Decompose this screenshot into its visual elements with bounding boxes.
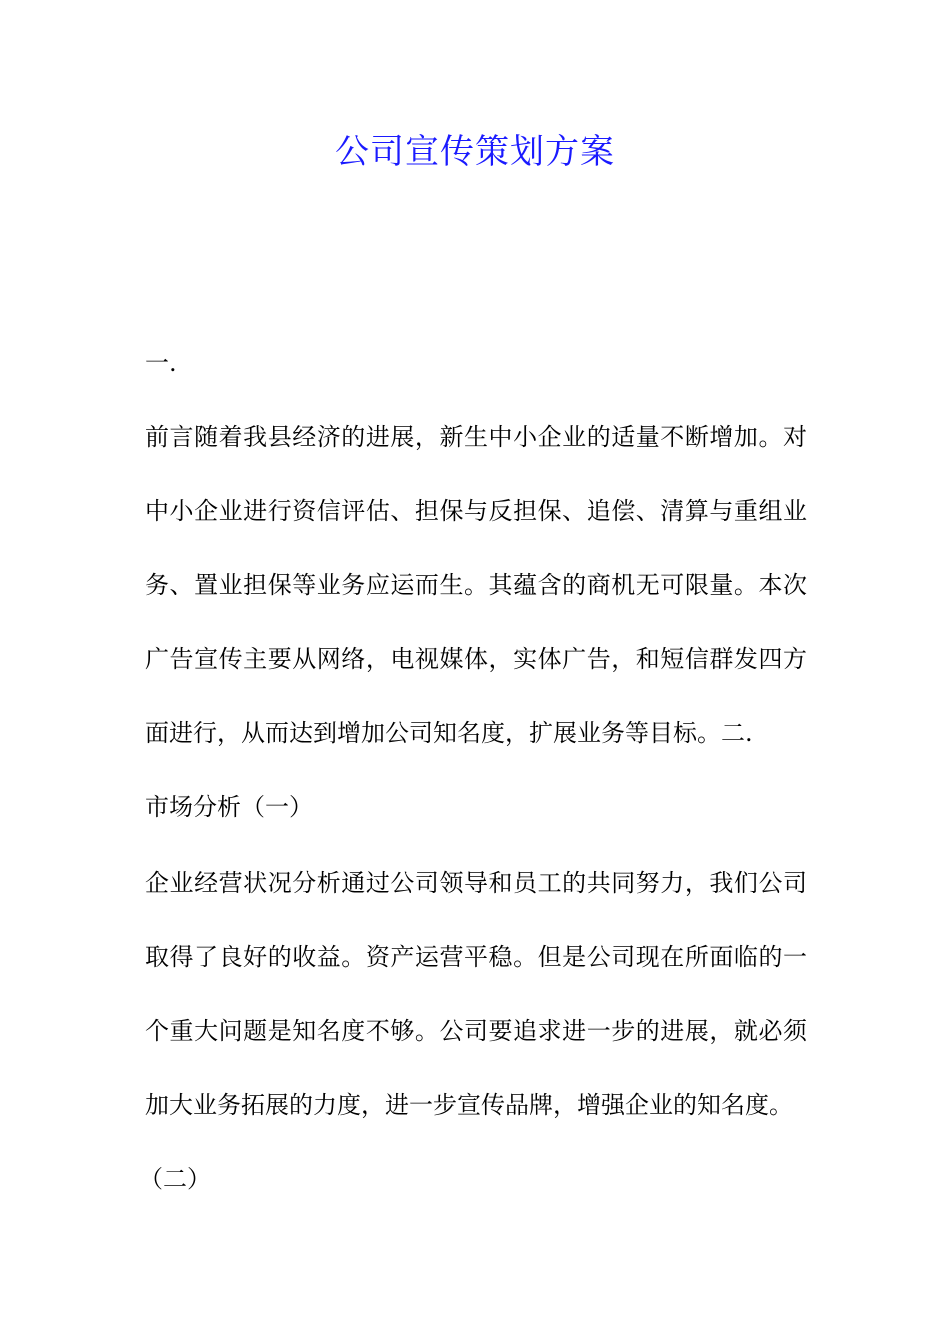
paragraph-line: 务、置业担保等业务应运而生。其蕴含的商机无可限量。本次 <box>145 571 807 599</box>
section-heading-two: （二） <box>139 1165 211 1193</box>
paragraph-line: 中小企业进行资信评估、担保与反担保、追偿、清算与重组业 <box>145 497 807 525</box>
paragraph-line: 个重大问题是知名度不够。公司要追求进一步的进展，就必须 <box>145 1017 807 1045</box>
section-heading-one: 一. <box>145 349 177 377</box>
section-heading-market-analysis: 市场分析（一） <box>145 793 313 821</box>
paragraph-line: 前言随着我县经济的进展，新生中小企业的适量不断增加。对 <box>145 423 807 451</box>
paragraph-line: 广告宣传主要从网络，电视媒体，实体广告，和短信群发四方 <box>145 645 807 673</box>
paragraph-line: 面进行，从而达到增加公司知名度，扩展业务等目标。二. <box>145 719 753 747</box>
paragraph-line: 取得了良好的收益。资产运营平稳。但是公司现在所面临的一 <box>145 943 807 971</box>
paragraph-line: 企业经营状况分析通过公司领导和员工的共同努力，我们公司 <box>145 869 807 897</box>
paragraph-line: 加大业务拓展的力度，进一步宣传品牌，增强企业的知名度。 <box>145 1091 793 1119</box>
document-title: 公司宣传策划方案 <box>335 132 615 172</box>
